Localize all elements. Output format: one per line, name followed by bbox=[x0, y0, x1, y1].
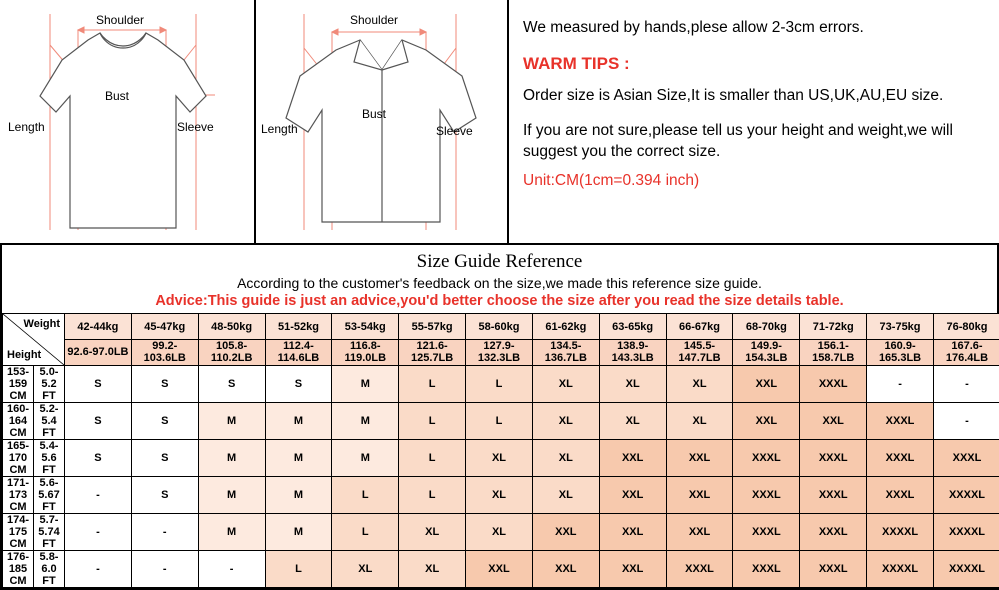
size-cell: - bbox=[933, 403, 999, 440]
size-cell: L bbox=[466, 403, 533, 440]
height-ft-cell: 5.6-5.67 FT bbox=[34, 477, 65, 514]
note-unsure: If you are not sure,please tell us your height and weight,we will suggest you the correct size. bbox=[523, 121, 989, 163]
size-cell: M bbox=[198, 514, 265, 551]
size-guide-section bbox=[0, 245, 999, 590]
notes-panel bbox=[509, 0, 999, 243]
size-cell: XXXXL bbox=[867, 514, 934, 551]
weight-kg-header: 53-54kg bbox=[332, 314, 399, 340]
height-label: Height bbox=[7, 349, 41, 361]
height-cm-cell: 174-175 CM bbox=[3, 514, 34, 551]
size-cell: XXXL bbox=[733, 477, 800, 514]
height-cm-cell: 160-164 CM bbox=[3, 403, 34, 440]
note-measure: We measured by hands,plese allow 2-3cm errors. bbox=[523, 18, 989, 39]
table-row bbox=[3, 551, 999, 588]
size-cell: XL bbox=[599, 366, 666, 403]
label-length: Length bbox=[261, 122, 298, 136]
size-cell: XXL bbox=[599, 477, 666, 514]
weight-lb-header: 160.9-165.3LB bbox=[867, 340, 934, 366]
size-cell: XXXL bbox=[666, 551, 733, 588]
size-cell: - bbox=[933, 366, 999, 403]
size-cell: - bbox=[198, 551, 265, 588]
size-cell: XL bbox=[466, 514, 533, 551]
size-cell: XXL bbox=[733, 366, 800, 403]
table-row bbox=[3, 477, 999, 514]
top-section bbox=[0, 0, 999, 245]
warm-tips-heading: WARM TIPS : bbox=[523, 53, 989, 76]
height-cm-cell: 153-159 CM bbox=[3, 366, 34, 403]
label-sleeve: Sleeve bbox=[177, 120, 214, 134]
height-ft-cell: 5.2-5.4 FT bbox=[34, 403, 65, 440]
height-ft-cell: 5.7-5.74 FT bbox=[34, 514, 65, 551]
weight-kg-header: 51-52kg bbox=[265, 314, 332, 340]
size-cell: S bbox=[131, 403, 198, 440]
weight-lb-header: 138.9-143.3LB bbox=[599, 340, 666, 366]
size-cell: S bbox=[131, 477, 198, 514]
size-cell: XXXXL bbox=[933, 514, 999, 551]
height-cm-cell: 176-185 CM bbox=[3, 551, 34, 588]
tee-diagram-svg bbox=[0, 0, 256, 243]
size-cell: XXL bbox=[733, 403, 800, 440]
size-cell: M bbox=[332, 366, 399, 403]
size-cell: XXL bbox=[532, 551, 599, 588]
size-cell: XXL bbox=[532, 514, 599, 551]
size-cell: XXXL bbox=[733, 440, 800, 477]
size-cell: XL bbox=[399, 551, 466, 588]
label-bust: Bust bbox=[105, 89, 130, 103]
shirt-diagram-svg bbox=[256, 0, 509, 243]
size-cell: XXL bbox=[599, 551, 666, 588]
size-cell: XL bbox=[532, 403, 599, 440]
weight-lb-header: 99.2-103.6LB bbox=[131, 340, 198, 366]
note-unit: Unit:CM(1cm=0.394 inch) bbox=[523, 171, 989, 192]
size-cell: - bbox=[131, 514, 198, 551]
size-cell: XXXL bbox=[800, 551, 867, 588]
size-cell: XXXL bbox=[867, 403, 934, 440]
size-cell: - bbox=[65, 477, 132, 514]
size-cell: - bbox=[65, 514, 132, 551]
height-ft-cell: 5.4-5.6 FT bbox=[34, 440, 65, 477]
weight-lb-header: 167.6-176.4LB bbox=[933, 340, 999, 366]
guide-title: Size Guide Reference bbox=[2, 245, 997, 275]
size-cell: S bbox=[131, 440, 198, 477]
size-cell: XL bbox=[466, 440, 533, 477]
size-cell: L bbox=[265, 551, 332, 588]
size-cell: XXXL bbox=[733, 514, 800, 551]
size-cell: XXXL bbox=[933, 440, 999, 477]
weight-kg-header: 76-80kg bbox=[933, 314, 999, 340]
weight-kg-header: 48-50kg bbox=[198, 314, 265, 340]
weight-kg-header: 45-47kg bbox=[131, 314, 198, 340]
weight-lb-header: 121.6-125.7LB bbox=[399, 340, 466, 366]
size-cell: XXXL bbox=[800, 440, 867, 477]
size-cell: M bbox=[265, 514, 332, 551]
size-cell: XL bbox=[532, 366, 599, 403]
height-cm-cell: 165-170 CM bbox=[3, 440, 34, 477]
tee-diagram bbox=[0, 0, 256, 243]
size-cell: - bbox=[131, 551, 198, 588]
size-cell: XL bbox=[466, 477, 533, 514]
size-cell: XL bbox=[599, 403, 666, 440]
weight-label: Weight bbox=[24, 318, 60, 330]
size-cell: M bbox=[332, 403, 399, 440]
weight-kg-header: 68-70kg bbox=[733, 314, 800, 340]
weight-kg-header: 73-75kg bbox=[867, 314, 934, 340]
size-cell: XXXL bbox=[867, 440, 934, 477]
table-header-row-lb bbox=[3, 340, 999, 366]
size-cell: M bbox=[265, 403, 332, 440]
size-cell: L bbox=[399, 477, 466, 514]
size-cell: L bbox=[332, 514, 399, 551]
note-asian-size: Order size is Asian Size,It is smaller than US,UK,AU,EU size. bbox=[523, 86, 989, 107]
size-cell: XL bbox=[332, 551, 399, 588]
size-cell: L bbox=[399, 403, 466, 440]
size-cell: XL bbox=[666, 366, 733, 403]
weight-kg-header: 58-60kg bbox=[466, 314, 533, 340]
weight-lb-header: 116.8-119.0LB bbox=[332, 340, 399, 366]
weight-kg-header: 71-72kg bbox=[800, 314, 867, 340]
label-length: Length bbox=[8, 120, 45, 134]
size-cell: L bbox=[399, 440, 466, 477]
weight-lb-header: 134.5-136.7LB bbox=[532, 340, 599, 366]
size-cell: L bbox=[466, 366, 533, 403]
weight-kg-header: 42-44kg bbox=[65, 314, 132, 340]
size-cell: XL bbox=[532, 440, 599, 477]
size-cell: S bbox=[131, 366, 198, 403]
size-cell: XL bbox=[532, 477, 599, 514]
size-cell: M bbox=[198, 440, 265, 477]
corner-cell bbox=[3, 314, 65, 366]
size-cell: M bbox=[265, 477, 332, 514]
weight-lb-header: 145.5-147.7LB bbox=[666, 340, 733, 366]
weight-kg-header: 61-62kg bbox=[532, 314, 599, 340]
size-cell: M bbox=[198, 403, 265, 440]
weight-kg-header: 63-65kg bbox=[599, 314, 666, 340]
weight-lb-header: 149.9-154.3LB bbox=[733, 340, 800, 366]
size-cell: M bbox=[265, 440, 332, 477]
size-cell: XXL bbox=[599, 514, 666, 551]
label-shoulder: Shoulder bbox=[96, 13, 144, 27]
size-cell: XXXXL bbox=[867, 551, 934, 588]
weight-kg-header: 55-57kg bbox=[399, 314, 466, 340]
size-cell: XXXL bbox=[733, 551, 800, 588]
label-shoulder: Shoulder bbox=[350, 13, 398, 27]
size-cell: XXL bbox=[666, 440, 733, 477]
size-cell: XL bbox=[666, 403, 733, 440]
size-cell: XXL bbox=[800, 403, 867, 440]
table-header-row-kg bbox=[3, 314, 999, 340]
weight-lb-header: 156.1-158.7LB bbox=[800, 340, 867, 366]
weight-lb-header: 105.8-110.2LB bbox=[198, 340, 265, 366]
size-cell: S bbox=[198, 366, 265, 403]
label-sleeve: Sleeve bbox=[436, 124, 473, 138]
size-cell: XXXL bbox=[867, 477, 934, 514]
size-cell: XXL bbox=[666, 514, 733, 551]
size-cell: - bbox=[867, 366, 934, 403]
size-cell: M bbox=[198, 477, 265, 514]
weight-lb-header: 92.6-97.0LB bbox=[65, 340, 132, 366]
size-cell: L bbox=[332, 477, 399, 514]
size-cell: S bbox=[65, 366, 132, 403]
weight-lb-header: 127.9-132.3LB bbox=[466, 340, 533, 366]
size-cell: L bbox=[399, 366, 466, 403]
size-cell: XXL bbox=[599, 440, 666, 477]
size-cell: XXXL bbox=[800, 366, 867, 403]
table-row bbox=[3, 440, 999, 477]
size-cell: S bbox=[265, 366, 332, 403]
table-row bbox=[3, 514, 999, 551]
label-bust: Bust bbox=[362, 107, 387, 121]
table-row bbox=[3, 403, 999, 440]
size-cell: XXXXL bbox=[933, 477, 999, 514]
size-table bbox=[2, 313, 999, 588]
size-cell: XXL bbox=[666, 477, 733, 514]
size-cell: M bbox=[332, 440, 399, 477]
height-cm-cell: 171-173 CM bbox=[3, 477, 34, 514]
size-cell: XXL bbox=[466, 551, 533, 588]
size-cell: - bbox=[65, 551, 132, 588]
size-cell: XL bbox=[399, 514, 466, 551]
size-cell: XXXL bbox=[800, 477, 867, 514]
size-cell: S bbox=[65, 403, 132, 440]
guide-advice: Advice:This guide is just an advice,you'd better choose the size after you read the size details table. bbox=[2, 293, 997, 313]
height-ft-cell: 5.8-6.0 FT bbox=[34, 551, 65, 588]
size-cell: XXXXL bbox=[933, 551, 999, 588]
shirt-diagram bbox=[256, 0, 509, 243]
size-cell: S bbox=[65, 440, 132, 477]
size-cell: XXXL bbox=[800, 514, 867, 551]
weight-kg-header: 66-67kg bbox=[666, 314, 733, 340]
table-row bbox=[3, 366, 999, 403]
weight-lb-header: 112.4-114.6LB bbox=[265, 340, 332, 366]
guide-subtitle: According to the customer's feedback on the size,we made this reference size guide. bbox=[2, 275, 997, 293]
height-ft-cell: 5.0-5.2 FT bbox=[34, 366, 65, 403]
